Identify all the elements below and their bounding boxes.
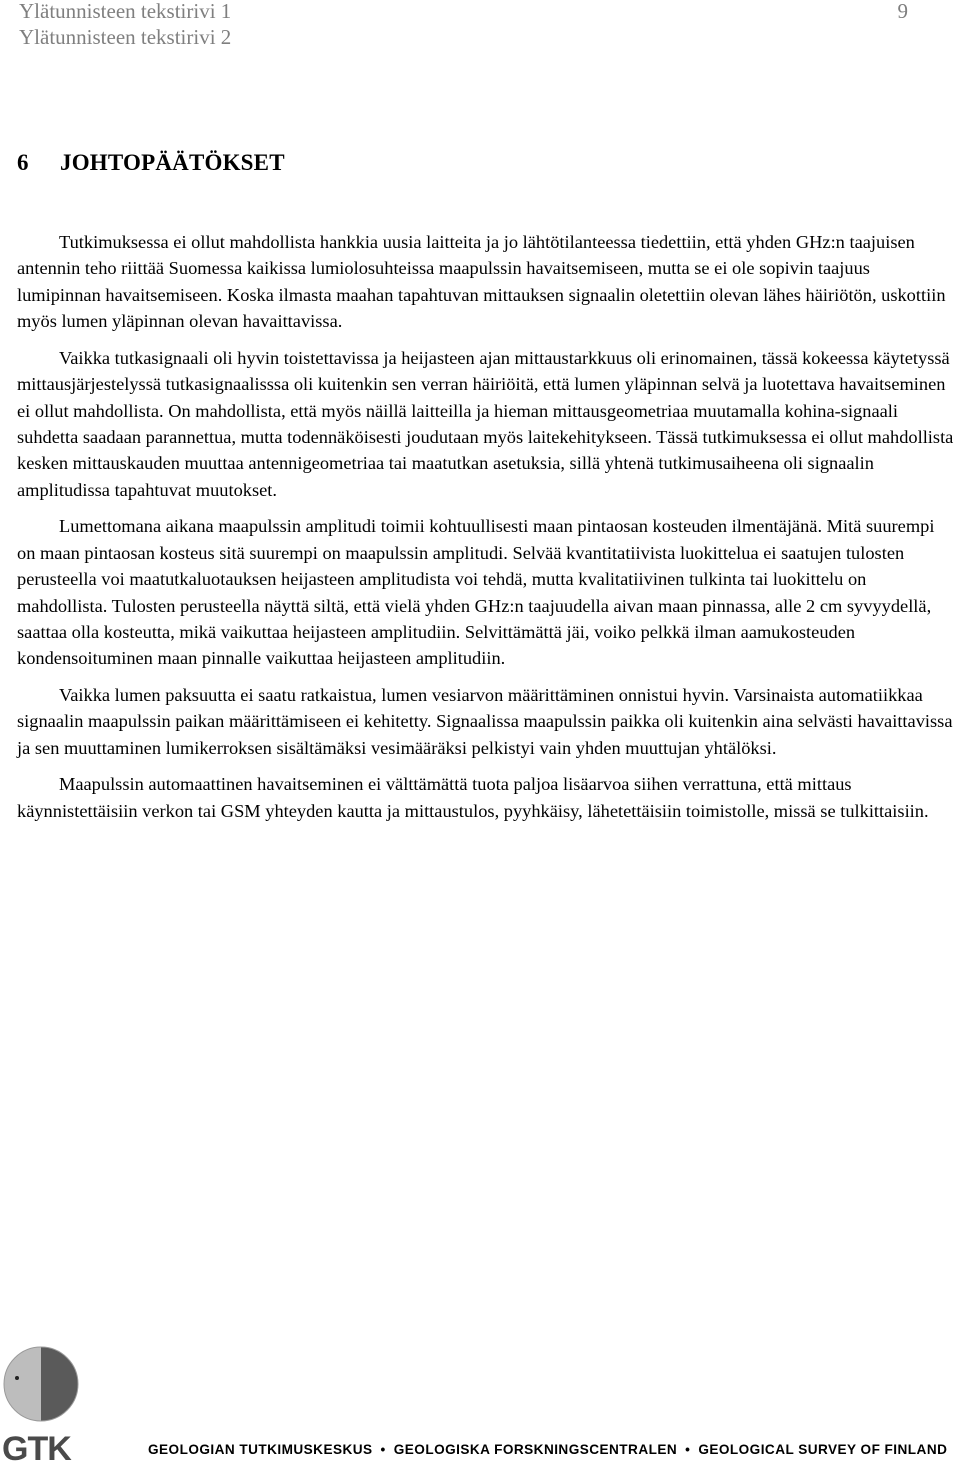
body-text	[17, 229, 957, 834]
header-line-1: Ylätunnisteen tekstirivi 1	[19, 0, 232, 23]
section-number: 6	[17, 150, 29, 175]
section-title: JOHTOPÄÄTÖKSET	[60, 150, 285, 175]
footer-separator: •	[685, 1442, 691, 1457]
gtk-logo-icon	[0, 1342, 90, 1464]
footer-separator: •	[380, 1442, 386, 1457]
running-header	[19, 0, 231, 50]
paragraph-2: Vaikka tutkasignaali oli hyvin toistettavissa ja heijasteen ajan mittaustarkkuus oli erinomainen, tässä kokeessa käytetyssä mittausjärjestelyssä tutkasignaalisssa oli kuitenkin sen verran häiriöitä, että lumen yläpinnan selvä ja luotettava havaitseminen ei ollut mahdollista. On mahdollista, että myös näillä laitteilla ja hieman mittausgeometriaa muutamalla kohina-signaali suhdetta saadaan parannettua, mutta todennäköisesti joudutaan myös laitekehitykseen. Tässä tutkimuksessa ei ollut mahdollista kesken mittauskauden muuttaa antennigeometriaa tai maatutkan asetuksia, sillä yhtenä tutkimusaiheena oli signaalin amplitudissa tapahtuvat muutokset.	[17, 347, 954, 500]
gtk-logo-text: GTK	[2, 1430, 71, 1464]
section-heading	[17, 150, 285, 176]
org-name-fi: GEOLOGIAN TUTKIMUSKESKUS	[148, 1442, 373, 1457]
paragraph-4: Vaikka lumen paksuutta ei saatu ratkaistua, lumen vesiarvon määrittäminen onnistui hyvin. Varsinaista automatiikkaa signaalin maapulssin paikan määrittämiseen ei kehitetty. Signaalissa maapulssin paikka oli kuitenkin aina selvästi havaittavissa ja sen muuttaminen lumikerroksen sisältämäksi vesimääräksi pelkistyi vain yhden muuttujan yhtälöksi.	[17, 685, 953, 758]
org-name-en: GEOLOGICAL SURVEY OF FINLAND	[698, 1442, 948, 1457]
paragraph-3: Lumettomana aikana maapulssin amplitudi toimii kohtuullisesti maan pintaosan kosteuden ilmentäjänä. Mitä suurempi on maan pintaosan kosteus sitä suurempi on maapulssin amplitudi. Selvää kvantitatiivista luokittelua ei saatujen tulosten perusteella voi maatutkaluotauksen heijasteen amplitudista voi tehdä, mutta kvalitatiivinen tulkinta tai luokittelu on mahdollista. Tulosten perusteella näyttä siltä, että vielä yhden GHz:n taajuudella aivan maan pinnassa, alle 2 cm syvyydellä, saattaa olla kosteutta, mikä vaikuttaa heijasteen amplitudiin. Selvittämättä jäi, voiko pelkkä ilman aamukosteuden kondensoituminen maan pinnalle vaikuttaa heijasteen amplitudiin.	[17, 516, 935, 669]
org-name-sv: GEOLOGISKA FORSKNINGSCENTRALEN	[393, 1442, 678, 1457]
header-line-2: Ylätunnisteen tekstirivi 2	[19, 25, 232, 49]
footer-organisation-names	[148, 1442, 947, 1457]
page-number: 9	[897, 0, 908, 23]
paragraph-1: Tutkimuksessa ei ollut mahdollista hankkia uusia laitteita ja jo lähtötilanteessa tiedettiin, että yhden GHz:n taajuisen antennin teho riittää Suomessa kaikissa lumiolosuhteissa maapulssin havaitsemiseen, mutta se ei ole sopivin taajuus lumipinnan havaitsemiseen. Koska ilmasta maahan tapahtuvan mittauksen signaalin oletettiin olevan lähes häiriötön, uskottiin myös lumen yläpinnan olevan havaittavissa.	[17, 232, 946, 332]
paragraph-5: Maapulssin automaattinen havaitseminen ei välttämättä tuota paljoa lisäarvoa siihen verrattuna, että mittaus käynnistettäisiin verkon tai GSM yhteyden kautta ja mittaustulos, pyyhkäisy, lähetettäisiin toimistolle, missä se tulkittaisiin.	[17, 774, 929, 821]
